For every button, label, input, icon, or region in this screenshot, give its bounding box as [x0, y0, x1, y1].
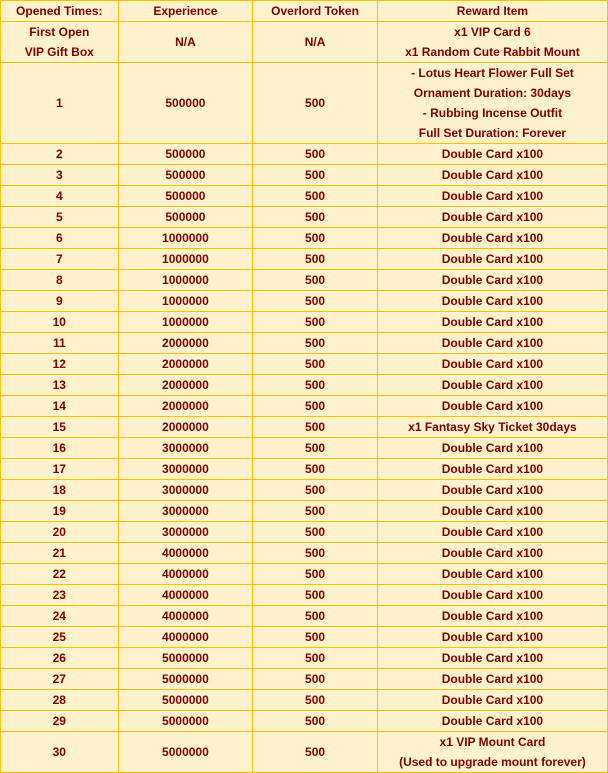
opened-times-cell [1, 606, 119, 627]
opened-times-cell-line: 21 [52, 546, 66, 560]
reward-item-cell [377, 543, 607, 564]
table-row [1, 165, 608, 186]
experience-cell: 4000000 [118, 564, 253, 585]
opened-times-cell-line: 19 [52, 504, 66, 518]
reward-item-cell [377, 501, 607, 522]
overlord-token-cell: 500 [253, 711, 378, 732]
opened-times-cell-line: 29 [52, 714, 66, 728]
table-row [1, 22, 608, 63]
reward-item-cell-line: Double Card x100 [441, 588, 544, 602]
experience-cell: 2000000 [118, 333, 253, 354]
opened-times-cell [1, 417, 119, 438]
opened-times-cell [1, 669, 119, 690]
overlord-token-cell: 500 [253, 165, 378, 186]
reward-item-cell-line: Double Card x100 [441, 693, 544, 707]
table-row [1, 711, 608, 732]
opened-times-cell [1, 165, 119, 186]
opened-times-cell [1, 354, 119, 375]
reward-item-cell [377, 291, 607, 312]
reward-item-cell-line: x1 VIP Mount Card [439, 735, 546, 749]
opened-times-cell-line: 23 [52, 588, 66, 602]
opened-times-cell-line: 15 [52, 420, 66, 434]
reward-item-cell-line: Double Card x100 [441, 399, 544, 413]
opened-times-cell [1, 732, 119, 773]
table-row [1, 249, 608, 270]
overlord-token-cell: 500 [253, 480, 378, 501]
table-row [1, 375, 608, 396]
overlord-token-cell: 500 [253, 228, 378, 249]
overlord-token-cell: 500 [253, 186, 378, 207]
reward-item-cell-line: Double Card x100 [441, 546, 544, 560]
reward-item-cell [377, 333, 607, 354]
reward-item-cell [377, 522, 607, 543]
table-row [1, 291, 608, 312]
experience-cell: 4000000 [118, 543, 253, 564]
table-row [1, 144, 608, 165]
table-row [1, 438, 608, 459]
experience-cell: 2000000 [118, 396, 253, 417]
table-row [1, 333, 608, 354]
experience-cell: 4000000 [118, 606, 253, 627]
reward-item-cell-line: Double Card x100 [441, 504, 544, 518]
table-row [1, 186, 608, 207]
opened-times-cell [1, 501, 119, 522]
overlord-token-cell: 500 [253, 501, 378, 522]
opened-times-cell-line: 22 [52, 567, 66, 581]
opened-times-cell-line: 8 [55, 273, 63, 287]
overlord-token-cell: 500 [253, 438, 378, 459]
reward-item-cell-line: Double Card x100 [441, 252, 544, 266]
reward-item-cell [377, 207, 607, 228]
table-row [1, 459, 608, 480]
overlord-token-cell: 500 [253, 732, 378, 773]
reward-item-cell-line: Double Card x100 [441, 294, 544, 308]
reward-item-cell [377, 669, 607, 690]
table-row [1, 543, 608, 564]
experience-cell: 2000000 [118, 375, 253, 396]
opened-times-cell [1, 711, 119, 732]
experience-cell: N/A [118, 22, 253, 63]
reward-item-cell-line: Double Card x100 [441, 567, 544, 581]
opened-times-cell [1, 63, 119, 144]
overlord-token-cell: 500 [253, 564, 378, 585]
table-row [1, 606, 608, 627]
experience-cell: 5000000 [118, 690, 253, 711]
experience-cell: 3000000 [118, 480, 253, 501]
overlord-token-cell: 500 [253, 291, 378, 312]
header-reward-item: Reward Item [377, 1, 607, 22]
opened-times-cell [1, 249, 119, 270]
opened-times-cell [1, 375, 119, 396]
reward-item-cell-line: Double Card x100 [441, 168, 544, 182]
opened-times-cell-line: 17 [52, 462, 66, 476]
reward-item-cell [377, 354, 607, 375]
opened-times-cell [1, 648, 119, 669]
table-row [1, 564, 608, 585]
opened-times-cell-line: 7 [55, 252, 63, 266]
table-row [1, 228, 608, 249]
opened-times-cell-line: VIP Gift Box [24, 45, 94, 59]
table-row [1, 312, 608, 333]
opened-times-cell [1, 564, 119, 585]
reward-item-cell-line: Double Card x100 [441, 462, 544, 476]
experience-cell: 2000000 [118, 354, 253, 375]
overlord-token-cell: 500 [253, 249, 378, 270]
reward-item-cell-line: Double Card x100 [441, 672, 544, 686]
experience-cell: 5000000 [118, 648, 253, 669]
reward-item-cell [377, 144, 607, 165]
reward-item-cell-line: Double Card x100 [441, 336, 544, 350]
opened-times-cell [1, 144, 119, 165]
opened-times-cell [1, 522, 119, 543]
opened-times-cell-line: 20 [52, 525, 66, 539]
reward-item-cell [377, 396, 607, 417]
overlord-token-cell: N/A [253, 22, 378, 63]
opened-times-cell-line: 28 [52, 693, 66, 707]
reward-item-cell-line: x1 VIP Card 6 [454, 25, 531, 39]
reward-item-cell [377, 228, 607, 249]
overlord-token-cell: 500 [253, 459, 378, 480]
reward-item-cell [377, 690, 607, 711]
reward-item-cell-line: Double Card x100 [441, 483, 544, 497]
opened-times-cell-line: 11 [52, 336, 66, 350]
reward-item-cell [377, 459, 607, 480]
opened-times-cell [1, 396, 119, 417]
reward-item-cell [377, 63, 607, 144]
experience-cell: 500000 [118, 207, 253, 228]
reward-item-cell [377, 564, 607, 585]
reward-item-cell [377, 711, 607, 732]
opened-times-cell [1, 543, 119, 564]
experience-cell: 3000000 [118, 522, 253, 543]
opened-times-cell [1, 270, 119, 291]
opened-times-cell-line: 5 [55, 210, 63, 224]
opened-times-cell-line: 6 [55, 231, 63, 245]
opened-times-cell [1, 291, 119, 312]
experience-cell: 500000 [118, 186, 253, 207]
opened-times-cell-line: 10 [52, 315, 66, 329]
experience-cell: 3000000 [118, 438, 253, 459]
header-opened-times: Opened Times: [1, 1, 119, 22]
table-row [1, 690, 608, 711]
overlord-token-cell: 500 [253, 396, 378, 417]
reward-item-cell [377, 249, 607, 270]
opened-times-cell-line: 13 [52, 378, 66, 392]
overlord-token-cell: 500 [253, 627, 378, 648]
header-overlord-token: Overlord Token [253, 1, 378, 22]
opened-times-cell-line: 14 [52, 399, 66, 413]
reward-item-cell-line: Double Card x100 [441, 357, 544, 371]
experience-cell: 5000000 [118, 732, 253, 773]
overlord-token-cell: 500 [253, 585, 378, 606]
experience-cell: 1000000 [118, 228, 253, 249]
experience-cell: 1000000 [118, 249, 253, 270]
opened-times-cell-line: 1 [55, 96, 63, 110]
reward-item-cell [377, 312, 607, 333]
opened-times-cell-line: 3 [55, 168, 63, 182]
reward-item-cell-line: Double Card x100 [441, 609, 544, 623]
reward-item-cell [377, 648, 607, 669]
reward-item-cell-line: x1 Random Cute Rabbit Mount [405, 45, 580, 59]
overlord-token-cell: 500 [253, 270, 378, 291]
overlord-token-cell: 500 [253, 522, 378, 543]
reward-item-cell-line: Double Card x100 [441, 210, 544, 224]
experience-cell: 4000000 [118, 585, 253, 606]
reward-item-cell [377, 606, 607, 627]
reward-item-cell-line: (Used to upgrade mount forever) [399, 755, 586, 769]
opened-times-cell [1, 627, 119, 648]
overlord-token-cell: 500 [253, 606, 378, 627]
experience-cell: 500000 [118, 63, 253, 144]
experience-cell: 2000000 [118, 417, 253, 438]
reward-item-cell-line: Ornament Duration: 30days [413, 86, 572, 100]
overlord-token-cell: 500 [253, 333, 378, 354]
opened-times-cell-line: 4 [55, 189, 63, 203]
reward-item-cell-line: Double Card x100 [441, 525, 544, 539]
reward-item-cell-line: x1 Fantasy Sky Ticket 30days [408, 420, 577, 434]
reward-item-cell [377, 270, 607, 291]
overlord-token-cell: 500 [253, 144, 378, 165]
reward-item-cell-line: Double Card x100 [441, 630, 544, 644]
opened-times-cell-line: 27 [52, 672, 66, 686]
reward-item-cell-line: Double Card x100 [441, 441, 544, 455]
opened-times-cell [1, 22, 119, 63]
reward-item-cell [377, 732, 607, 773]
experience-cell: 4000000 [118, 627, 253, 648]
reward-item-cell-line: Double Card x100 [441, 651, 544, 665]
reward-item-cell [377, 375, 607, 396]
reward-item-cell-line: Double Card x100 [441, 189, 544, 203]
opened-times-cell [1, 690, 119, 711]
experience-cell: 3000000 [118, 459, 253, 480]
overlord-token-cell: 500 [253, 354, 378, 375]
table-row [1, 354, 608, 375]
experience-cell: 5000000 [118, 669, 253, 690]
reward-item-cell-line: - Lotus Heart Flower Full Set [411, 66, 574, 80]
table-row [1, 501, 608, 522]
reward-item-cell-line: Double Card x100 [441, 714, 544, 728]
experience-cell: 500000 [118, 144, 253, 165]
table-row [1, 732, 608, 773]
opened-times-cell [1, 228, 119, 249]
opened-times-cell [1, 207, 119, 228]
experience-cell: 1000000 [118, 312, 253, 333]
experience-cell: 3000000 [118, 501, 253, 522]
reward-item-cell [377, 417, 607, 438]
opened-times-cell-line: 24 [52, 609, 66, 623]
overlord-token-cell: 500 [253, 417, 378, 438]
opened-times-cell-line: 16 [52, 441, 66, 455]
reward-item-cell-line: Double Card x100 [441, 273, 544, 287]
opened-times-cell [1, 585, 119, 606]
table-row [1, 480, 608, 501]
reward-item-cell [377, 585, 607, 606]
table-row [1, 396, 608, 417]
reward-item-cell-line: Double Card x100 [441, 231, 544, 245]
table-row [1, 207, 608, 228]
opened-times-cell-line: First Open [29, 25, 90, 39]
table-row [1, 417, 608, 438]
overlord-token-cell: 500 [253, 648, 378, 669]
table-row [1, 585, 608, 606]
table-row [1, 522, 608, 543]
header-row [1, 1, 608, 22]
reward-item-cell [377, 165, 607, 186]
reward-item-cell [377, 22, 607, 63]
overlord-token-cell: 500 [253, 543, 378, 564]
opened-times-cell [1, 480, 119, 501]
overlord-token-cell: 500 [253, 312, 378, 333]
reward-item-cell [377, 480, 607, 501]
overlord-token-cell: 500 [253, 63, 378, 144]
opened-times-cell [1, 333, 119, 354]
opened-times-cell-line: 2 [55, 147, 63, 161]
opened-times-cell-line: 25 [52, 630, 66, 644]
table-row [1, 63, 608, 144]
opened-times-cell-line: 9 [55, 294, 63, 308]
opened-times-cell-line: 18 [52, 483, 66, 497]
experience-cell: 500000 [118, 165, 253, 186]
table-body [1, 22, 608, 773]
reward-item-cell-line: - Rubbing Incense Outfit [422, 106, 563, 120]
experience-cell: 1000000 [118, 291, 253, 312]
reward-item-cell [377, 627, 607, 648]
overlord-token-cell: 500 [253, 669, 378, 690]
reward-item-cell-line: Full Set Duration: Forever [418, 126, 567, 140]
experience-cell: 5000000 [118, 711, 253, 732]
table-row [1, 648, 608, 669]
opened-times-cell-line: 26 [52, 651, 66, 665]
table-row [1, 669, 608, 690]
opened-times-cell-line: 12 [52, 357, 66, 371]
opened-times-cell [1, 312, 119, 333]
overlord-token-cell: 500 [253, 375, 378, 396]
opened-times-cell [1, 186, 119, 207]
header-experience: Experience [118, 1, 253, 22]
overlord-token-cell: 500 [253, 690, 378, 711]
opened-times-cell [1, 438, 119, 459]
reward-item-cell [377, 438, 607, 459]
reward-item-cell-line: Double Card x100 [441, 315, 544, 329]
reward-item-cell [377, 186, 607, 207]
reward-item-cell-line: Double Card x100 [441, 378, 544, 392]
experience-cell: 1000000 [118, 270, 253, 291]
opened-times-cell-line: 30 [52, 745, 66, 759]
opened-times-cell [1, 459, 119, 480]
table-row [1, 627, 608, 648]
overlord-token-cell: 500 [253, 207, 378, 228]
table-row [1, 270, 608, 291]
reward-item-cell-line: Double Card x100 [441, 147, 544, 161]
